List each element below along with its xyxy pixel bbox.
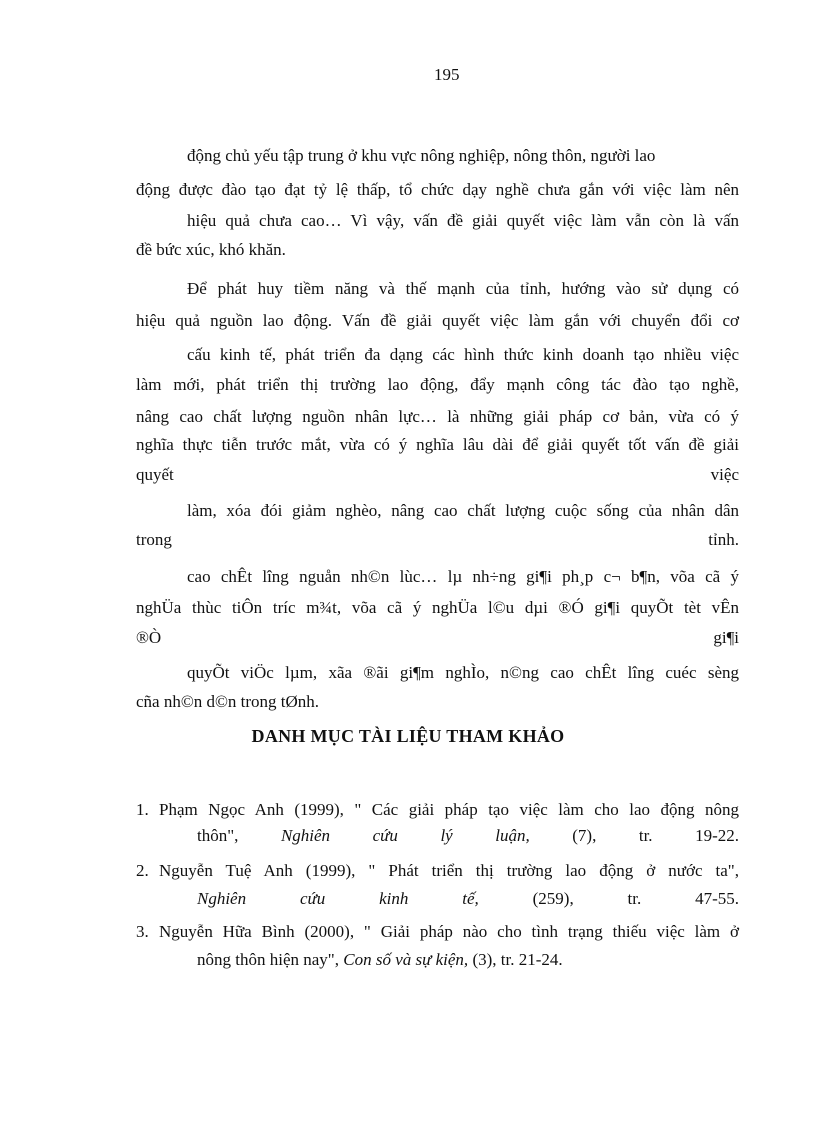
garbled-line: gi¶i [713,628,739,647]
body-line: đề bức xúc, khó khăn. [136,240,286,259]
reference-line [197,826,739,846]
reference-line: Nguyễn Hữa Bình (2000), " Giải pháp nào cho tình trạng thiếu việc làm ở [159,922,739,941]
reference-journal: kinh [379,889,409,908]
reference-number: 3. [136,922,149,941]
body-line: động được đào tạo đạt tỷ lệ thấp, tổ chức dạy nghề chưa gắn với việc làm nên [136,180,739,199]
reference-line [197,889,739,909]
reference-pages: tr. 47-55. [627,889,739,908]
body-line: làm mới, phát triển thị trường lao động, đẩy mạnh công tác đào tạo nghề, [136,375,739,394]
garbled-line: cña nh©n d©n trong tØnh. [136,692,320,711]
reference-text: nông thôn hiện nay", [197,950,339,969]
garbled-line: cao chÊt lîng nguån nh©n lùc… lµ nh÷ng gi¶i ph¸p c¬ b¶n, võa cã ý [187,567,739,586]
body-line: nghĩa thực tiễn trước mắt, vừa có ý nghĩa lâu dài để giải quyết tốt vấn đề giải [136,435,739,454]
body-line: làm, xóa đói giảm nghèo, nâng cao chất lượng cuộc sống của nhân dân [187,501,739,520]
reference-line [197,950,563,970]
reference-issue: (7), [572,826,597,845]
body-line: nâng cao chất lượng nguồn nhân lực… là những giải pháp cơ bản, vừa có ý [136,407,739,426]
reference-line: Phạm Ngọc Anh (1999), " Các giải pháp tạo việc làm cho lao động nông [159,800,739,819]
body-line: hiệu quả chưa cao… Vì vậy, vấn đề giải quyết việc làm vẫn còn là vấn [187,211,739,230]
reference-journal: cứu [299,889,326,908]
reference-pages: tr. 19-22. [638,826,739,845]
reference-text: (3), tr. 21-24. [472,950,563,969]
reference-journal: tế, [462,889,479,908]
body-line: cấu kinh tế, phát triển đa dạng các hình thức kinh doanh tạo nhiều việc [187,345,739,364]
body-line: việc [710,465,739,484]
body-line: quyết [136,465,174,484]
body-line: trong [136,530,172,549]
garbled-line: quyÕt viÖc lµm, xãa ®ãi gi¶m nghÌo, n©ng cao chÊt lîng cuéc sèng [187,663,739,682]
garbled-line: nghÜa thùc tiÔn tríc m¾t, võa cã ý nghÜa l©u dµi ®Ó gi¶i quyÕt tèt vÊn [136,598,739,617]
reference-line: Nguyễn Tuệ Anh (1999), " Phát triển thị trường lao động ở nước ta", [159,861,739,880]
reference-journal: Nghiên [197,889,247,908]
reference-journal: Nghiên cứu lý luận, [280,826,530,845]
body-line: Để phát huy tiềm năng và thế mạnh của tỉnh, hướng vào sử dụng có [187,279,739,298]
reference-issue: (259), [532,889,574,908]
garbled-line: ®Ò [136,628,162,647]
body-line: động chủ yếu tập trung ở khu vực nông nghiệp, nông thôn, người lao [187,146,656,165]
reference-text: thôn", [197,826,239,845]
reference-number: 1. [136,800,149,819]
body-line: hiệu quả nguồn lao động. Vấn đề giải quyết việc làm gắn với chuyển đổi cơ [136,311,739,330]
reference-journal: Con số và sự kiện, [343,950,469,969]
body-line: tỉnh. [708,530,739,549]
reference-number: 2. [136,861,149,880]
page-number: 195 [434,65,460,84]
references-heading: DANH MỤC TÀI LIỆU THAM KHẢO [251,726,565,746]
